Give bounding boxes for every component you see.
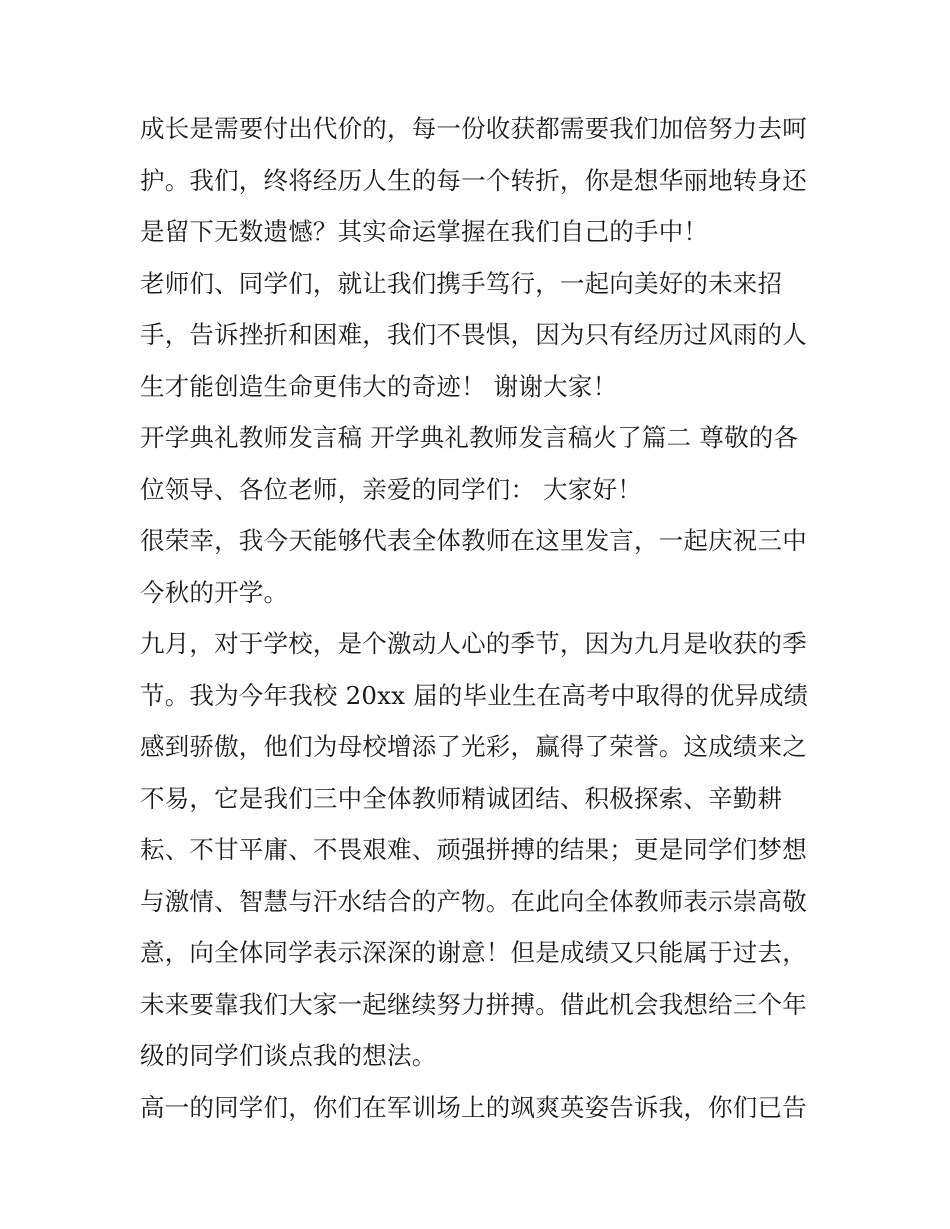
text-line: 手，告诉挫折和困难，我们不畏惧，因为只有经历过风雨的人 [140,320,807,349]
document-body [140,108,815,1138]
text-line: 今秋的开学。 [140,577,289,607]
text-line: 高一的同学们，你们在军训场上的飒爽英姿告诉我，你们已告 [140,1092,807,1122]
text-line: 开学典礼教师发言稿 开学典礼教师发言稿火了篇二 尊敬的各 [140,423,799,452]
text-line: 未来要靠我们大家一起继续努力拼搏。借此机会我想给三个年 [140,989,807,1019]
text-line: 意，向全体同学表示深深的谢意！但是成绩又只能属于过去， [140,938,807,967]
text-line: 节。我为今年我校 20xx 届的毕业生在高考中取得的优异成绩 [140,680,809,710]
text-line: 生才能创造生命更伟大的奇迹！ 谢谢大家！ [140,371,618,401]
text-line: 成长是需要付出代价的，每一份收获都需要我们加倍努力去呵 [140,114,807,143]
text-line: 老师们、同学们，就让我们携手笃行，一起向美好的未来招 [140,268,783,298]
text-line: 感到骄傲，他们为母校增添了光彩，赢得了荣誉。这成绩来之 [140,732,807,761]
text-line: 级的同学们谈点我的想法。 [140,1041,437,1070]
text-line: 护。我们，终将经历人生的每一个转折，你是想华丽地转身还 [140,165,807,195]
text-line: 耘、不甘平庸、不畏艰难、顽强拼搏的结果；更是同学们梦想 [140,835,807,864]
text-line: 与激情、智慧与汗水结合的产物。在此向全体教师表示崇高敬 [140,886,807,916]
text-line: 很荣幸，我今天能够代表全体教师在这里发言，一起庆祝三中 [140,526,807,555]
text-line: 不易，它是我们三中全体教师精诚团结、积极探索、辛勤耕 [140,783,783,813]
text-line: 九月，对于学校，是个激动人心的季节，因为九月是收获的季 [140,629,807,658]
text-line: 位领导、各位老师，亲爱的同学们： 大家好！ [140,474,642,504]
text-line: 是留下无数遗憾？其实命运掌握在我们自己的手中！ [140,217,709,246]
